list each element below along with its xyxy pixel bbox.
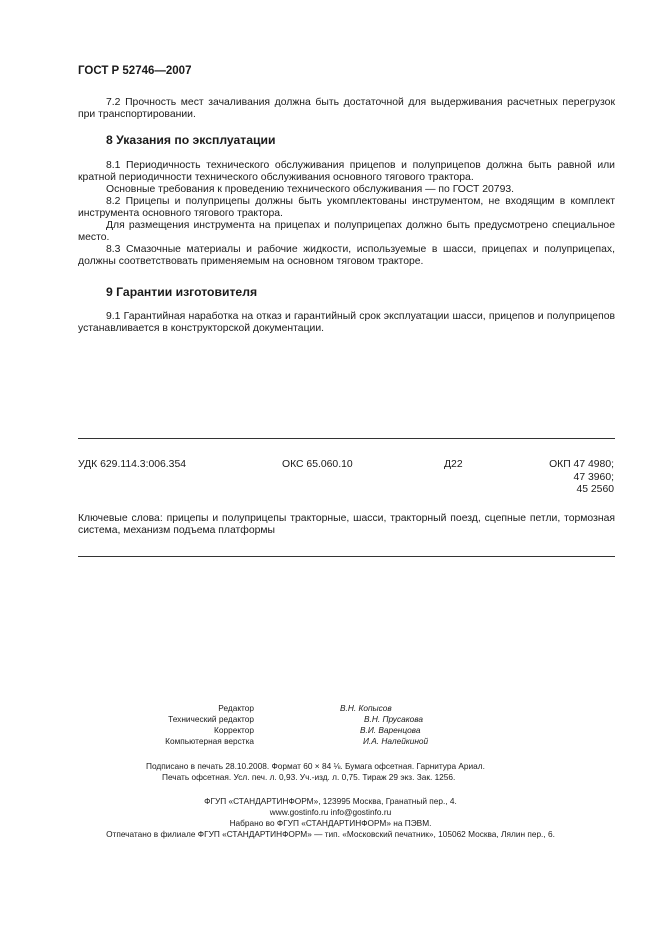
- publisher-web: www.gostinfo.ru info@gostinfo.ru: [269, 807, 392, 817]
- paragraph-9-1: 9.1 Гарантийная наработка на отказ и гарантийный срок эксплуатации шасси, прицепов и полуприцепов устанавливается в конструкторской документации.: [78, 311, 615, 334]
- corrector-name: В.И. Варенцова: [360, 725, 421, 735]
- editor-label: Редактор: [218, 703, 254, 713]
- udk-code: УДК 629.114.3:006.354: [78, 459, 187, 470]
- imprint-labels: [165, 703, 254, 747]
- tech-editor-name: В.Н. Прусакова: [364, 714, 423, 724]
- divider-top: [78, 438, 615, 439]
- publisher-info: [0, 796, 661, 840]
- section-8-body: [78, 160, 615, 268]
- okp-code-3: 45 2560: [576, 484, 614, 495]
- corrector-label: Корректор: [214, 725, 254, 735]
- editor-name: В.Н. Копысов: [340, 703, 392, 713]
- paragraph-8-1-ref: Основные требования к проведению технического обслуживания — по ГОСТ 20793.: [106, 184, 515, 195]
- section-8-title: 8 Указания по эксплуатации: [106, 133, 276, 147]
- oks-code: ОКС 65.060.10: [282, 459, 353, 470]
- section-9-title: 9 Гарантии изготовителя: [106, 285, 258, 299]
- paragraph-8-2: 8.2 Прицепы и полуприцепы должны быть укомплектованы инструментом, не входящим в комплект инструмента основного тягового трактора.: [78, 196, 615, 219]
- group-code: Д22: [444, 459, 463, 470]
- divider-bottom: [78, 556, 615, 557]
- publisher-printed: Отпечатано в филиале ФГУП «СТАНДАРТИНФОРМ» — тип. «Московский печатник», 105062 Москва, Лялин пер., 6.: [106, 829, 555, 839]
- print-info-line-1: Подписано в печать 28.10.2008. Формат 60 × 84 ⅛. Бумага офсетная. Гарнитура Ариал.: [146, 761, 485, 771]
- keywords: Ключевые слова: прицепы и полуприцепы тракторные, шасси, тракторный поезд, сцепные петли, тормозная система, механизм подъема платформы: [78, 513, 615, 536]
- print-info-line-2: Печать офсетная. Усл. печ. л. 0,93. Уч.-изд. л. 0,75. Тираж 29 экз. Зак. 1256.: [162, 772, 456, 782]
- publisher-address: ФГУП «СТАНДАРТИНФОРМ», 123995 Москва, Гранатный пер., 4.: [204, 796, 457, 806]
- layout-name: И.А. Налейкиной: [363, 736, 429, 746]
- layout-label: Компьютерная верстка: [165, 736, 254, 746]
- paragraph-7-2: 7.2 Прочность мест зачаливания должна быть достаточной для выдерживания расчетных перегрузок при транспортировании.: [78, 97, 615, 120]
- paragraph-8-1: 8.1 Периодичность технического обслуживания прицепов и полуприцепов должна быть равной или кратной периодичности технического обслуживания основного тягового трактора.: [78, 160, 615, 183]
- document-header: ГОСТ Р 52746—2007: [78, 65, 192, 77]
- okp-codes: [549, 459, 614, 497]
- publisher-typeset: Набрано во ФГУП «СТАНДАРТИНФОРМ» на ПЭВМ.: [229, 818, 432, 828]
- paragraph-8-2-place: Для размещения инструмента на прицепах и полуприцепах должно быть предусмотрено специальное место.: [78, 220, 615, 243]
- paragraph-8-3: 8.3 Смазочные материалы и рабочие жидкости, используемые в шасси, прицепах и полуприцепах, должны соответствовать применяемым на основном тяговом тракторе.: [78, 244, 615, 267]
- imprint-names: [258, 703, 428, 747]
- okp-code-2: 47 3960;: [573, 471, 614, 483]
- okp-code-1: ОКП 47 4980;: [549, 459, 614, 470]
- tech-editor-label: Технический редактор: [168, 714, 254, 724]
